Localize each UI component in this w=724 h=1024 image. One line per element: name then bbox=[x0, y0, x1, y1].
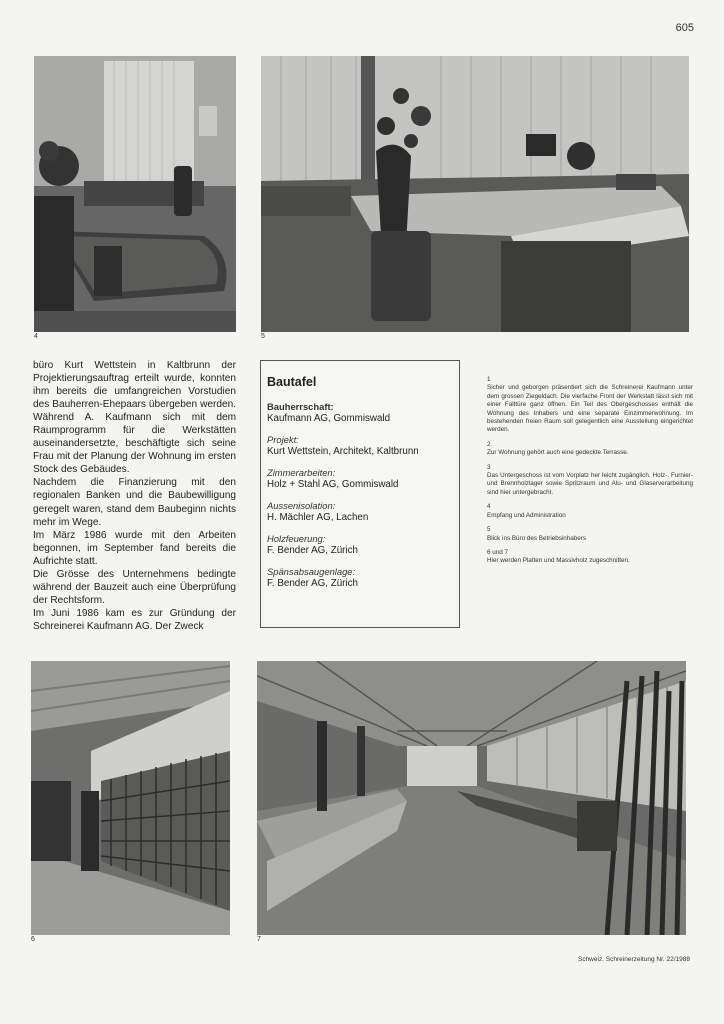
info-row-bauherrschaft bbox=[267, 401, 453, 425]
body-paragraph: Nachdem die Finanzierung mit den regionalen Banken und die Baubewilligung geregelt waren, stand dem Baubeginn nichts mehr im Wege. bbox=[33, 477, 236, 528]
captions bbox=[487, 376, 693, 572]
caption-item bbox=[487, 526, 693, 543]
photo-reception bbox=[34, 56, 236, 332]
info-value: Kurt Wettstein, Architekt, Kaltbrunn bbox=[267, 446, 419, 457]
caption-number: 3 bbox=[487, 463, 491, 471]
photo-workshop-hall bbox=[257, 661, 686, 935]
caption-text: Zur Wohnung gehört auch eine gedeckte Terrasse. bbox=[487, 449, 629, 457]
caption-text: Empfang und Administration bbox=[487, 511, 566, 519]
caption-item bbox=[487, 376, 693, 435]
photo-owner-office bbox=[261, 56, 689, 332]
info-value: Kaufmann AG, Gommiswald bbox=[267, 413, 391, 424]
photo-workshop-rack bbox=[31, 661, 230, 935]
bautafel-title: Bautafel bbox=[267, 375, 317, 389]
info-row-zimmerarbeiten bbox=[267, 467, 453, 491]
info-value: F. Bender AG, Zürich bbox=[267, 578, 358, 589]
caption-number: 1 bbox=[487, 376, 491, 383]
caption-text: Hier werden Platten und Massivholz zugeschnitten. bbox=[487, 557, 630, 565]
caption-number: 4 bbox=[487, 503, 491, 511]
caption-number: 5 bbox=[487, 526, 491, 534]
body-paragraph: Die Grösse des Unternehmens bedingte während der Bauzeit auch eine Überprüfung der Rechtsform. bbox=[33, 568, 236, 606]
info-value: F. Bender AG, Zürich bbox=[267, 545, 358, 556]
bautafel-box bbox=[260, 360, 460, 628]
info-label: Aussenisolation: bbox=[267, 500, 336, 511]
body-paragraph: Im Juni 1986 kam es zur Gründung der Schreinerei Kaufmann AG. Der Zweck bbox=[33, 607, 236, 632]
info-value: H. Mächler AG, Lachen bbox=[267, 512, 369, 523]
caption-item bbox=[487, 441, 693, 458]
figure-number-6: 6 bbox=[31, 936, 35, 943]
caption-number: 2 bbox=[487, 440, 491, 448]
info-label: Spänsabsaugenlage: bbox=[267, 566, 356, 577]
info-value: Holz + Stahl AG, Gommiswald bbox=[267, 479, 399, 490]
caption-item bbox=[487, 549, 693, 566]
caption-item bbox=[487, 503, 693, 520]
caption-text: Sicher und geborgen präsentiert sich die Schreinerei Kaufmann unter dem grossen Ziegeldach. Die vierfache Front der Werkstatt lässt sich mit einer Falttüre ganz öffnen. Ein Teil des Obergeschosses enthält die Wohnung des Inhabers und eine separate Einzimmerwohnung. Im bestehenden freien Raum soll gelegentlich eine Ausstellung eingerichtet werden. bbox=[487, 384, 693, 434]
info-row-projekt bbox=[267, 434, 453, 458]
figure-number-4: 4 bbox=[34, 333, 38, 340]
caption-text: Das Untergeschoss ist vom Vorplatz her leicht zugänglich. Holz-, Furnier- und Brennholzlager sowie Spritzraum und Alu- und Glaserverarbeitung sind hier untergebracht. bbox=[487, 472, 693, 496]
body-paragraph: büro Kurt Wettstein in Kaltbrunn der Projektierungsauftrag erteilt wurde, konnten ihm bereits die umfangreichen Vorstudien des Bauherren-Ehepaars übergeben werden. Während A. Kaufmann sich mit dem Raumprogramm für die Werkstätten auseinandersetzte, beschäftigte sich seine Frau mit der Planung der Wohnung im ersten Stock des Gebäudes. bbox=[33, 360, 236, 476]
body-paragraph: Im März 1986 wurde mit den Arbeiten begonnen, im September fand bereits die Aufrichte statt. bbox=[33, 529, 236, 567]
caption-item bbox=[487, 464, 693, 498]
caption-number: 6 und 7 bbox=[487, 548, 509, 556]
figure-number-5: 5 bbox=[261, 333, 265, 340]
footer-publication: Schweiz. Schreinerzeitung Nr. 22/1988 bbox=[577, 956, 690, 963]
info-row-aussenisolation bbox=[267, 500, 453, 524]
caption-text: Blick ins Büro des Betriebsinhabers bbox=[487, 534, 587, 542]
info-label: Bauherrschaft: bbox=[267, 401, 334, 412]
info-label: Holzfeuerung: bbox=[267, 533, 326, 544]
info-row-holzfeuerung bbox=[267, 533, 453, 557]
info-row-spaenabsaugung bbox=[267, 566, 453, 590]
page-number: 605 bbox=[675, 22, 694, 34]
info-label: Projekt: bbox=[267, 434, 299, 445]
info-label: Zimmerarbeiten: bbox=[267, 467, 336, 478]
body-text bbox=[33, 359, 236, 633]
figure-number-7: 7 bbox=[257, 936, 261, 943]
